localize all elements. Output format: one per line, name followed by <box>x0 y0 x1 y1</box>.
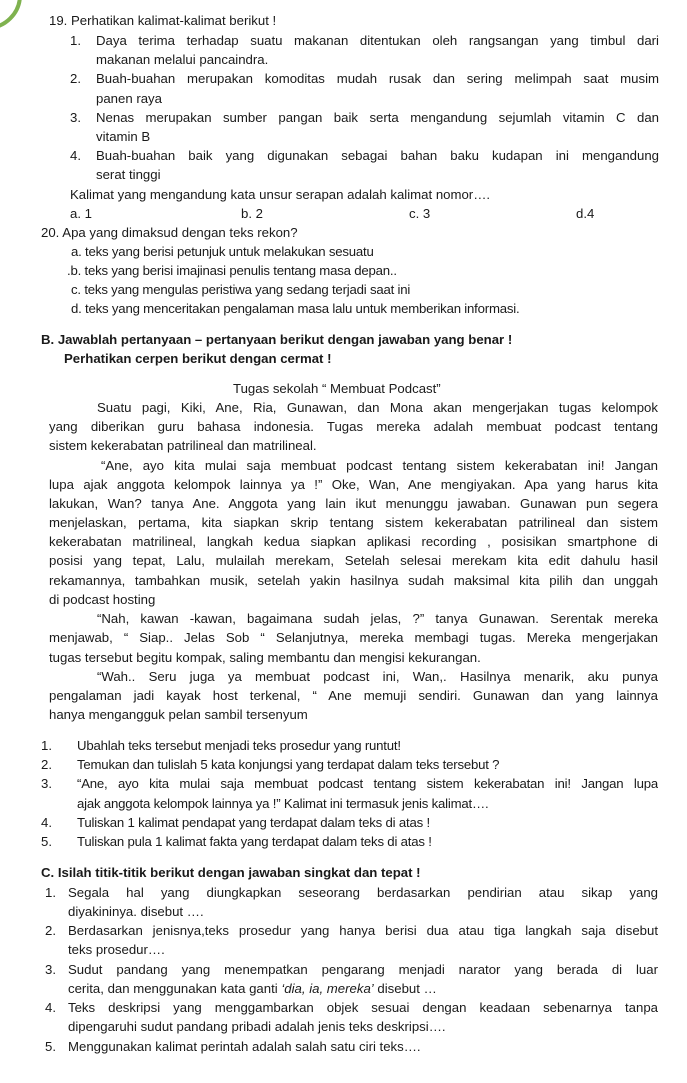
story-line: di podcast hosting <box>49 592 156 607</box>
q20-option-a: a. teks yang berisi petunjuk untuk melakukan sesuatu <box>71 244 374 259</box>
q19-item-line: Nenas merupakan sumber pangan baik serta mengandung sejumlah vitamin C dan <box>96 110 659 125</box>
corner-decoration <box>0 0 22 30</box>
q19-item-line: Buah-buahan merupakan komoditas mudah rusak dan sering melimpah saat musim <box>96 71 659 86</box>
c-item-num: 4. <box>45 1000 56 1015</box>
story-line: menjawab, “ Siap.. Jelas Sob “ Selanjutnya, mereka membagi tugas. Mereka mengerjakan <box>49 630 658 645</box>
b-question-text: ajak anggota kelompok lainnya ya !” Kalimat ini termasuk jenis kalimat…. <box>77 796 489 811</box>
story-line: kekerabatan matrilineal, langkah kedua siapkan aplikasi recording , posisikan smartphone di <box>49 534 658 549</box>
q19-item-line: Daya terima terhadap suatu makanan ditentukan oleh rangsangan yang timbul dari <box>96 33 659 48</box>
q19-item-line: makanan melalui pancaindra. <box>96 52 269 67</box>
b-question-text: Ubahlah teks tersebut menjadi teks prosedur yang runtut! <box>77 738 401 753</box>
story-line: “Ane, ayo kita mulai saja membuat podcast tentang sistem kekerabatan ini! Jangan <box>101 458 658 473</box>
c-item-line-part: cerita, dan menggunakan kata ganti <box>68 981 282 996</box>
q19-option-d: d.4 <box>576 206 595 221</box>
b-question-num: 1. <box>41 738 52 753</box>
c-item-num: 3. <box>45 962 56 977</box>
q19-option-a: a. 1 <box>70 206 92 221</box>
c-item-line: Berdasarkan jenisnya,teks prosedur yang hanya berisi dua atau tiga langkah saja disebut <box>68 923 658 938</box>
c-item-line-part: disebut … <box>373 981 437 996</box>
story-line: Suatu pagi, Kiki, Ane, Ria, Gunawan, dan Mona akan mengerjakan tugas kelompok <box>97 400 658 415</box>
story-line: sistem kekerabatan patrilineal dan matrilineal. <box>49 438 317 453</box>
q19-question: Kalimat yang mengandung kata unsur serapan adalah kalimat nomor…. <box>70 187 491 202</box>
q19-option-c: c. 3 <box>409 206 431 221</box>
story-line: rekamannya, tambahkan musik, setelah yakin hasilnya sudah maksimal kita pilih dan unggah <box>49 573 658 588</box>
story-line: “Wah.. Seru juga ya membuat podcast ini, Wan,. Hasilnya menarik, aku punya <box>97 669 658 684</box>
c-item-line: Segala hal yang diungkapkan seseorang berdasarkan pendirian atau sikap yang <box>68 885 658 900</box>
b-question-num: 3. <box>41 776 52 791</box>
story-line: lupa ajak anggota kelompok lainnya ya !” Oke, Wan, Ane mengiyakan. Apa yang harus kita <box>49 477 658 492</box>
c-item-num: 1. <box>45 885 56 900</box>
q19-title: 19. Perhatikan kalimat-kalimat berikut ! <box>49 13 277 28</box>
b-question-num: 2. <box>41 757 52 772</box>
story-line: lakukan, Wan? tanya Ane. Anggota yang lain ikut menunggu jawaban. Gunawan pun segera <box>49 496 658 511</box>
story-line: pengalaman jadi kayak host terkenal, “ Ane memuji sendiri. Gunawan dan yang lainnya <box>49 688 658 703</box>
b-question-num: 4. <box>41 815 52 830</box>
c-item-line: dipengaruhi sudut pandang pribadi adalah jenis teks deskripsi…. <box>68 1019 446 1034</box>
c-item-line: Teks deskripsi yang menggambarkan objek sesuai dengan keadaan sebenarnya tanpa <box>68 1000 658 1015</box>
q19-item-line: vitamin B <box>96 129 151 144</box>
story-line: hanya mengangguk pelan sambil tersenyum <box>49 707 308 722</box>
b-question-num: 5. <box>41 834 52 849</box>
c-item-line: teks prosedur…. <box>68 942 165 957</box>
story-line: “Nah, kawan -kawan, bagaimana sudah jelas, ?” tanya Gunawan. Serentak mereka <box>97 611 658 626</box>
q19-item-num: 4. <box>70 148 81 163</box>
c-item-num: 2. <box>45 923 56 938</box>
c-item-line: Menggunakan kalimat perintah adalah salah satu ciri teks…. <box>68 1039 421 1054</box>
b-question-text: “Ane, ayo kita mulai saja membuat podcast tentang sistem kekerabatan ini! Jangan lupa <box>77 776 658 791</box>
story-title: Tugas sekolah “ Membuat Podcast” <box>233 381 441 396</box>
c-item-line: diyakininya. disebut …. <box>68 904 204 919</box>
b-question-text: Tuliskan pula 1 kalimat fakta yang terdapat dalam teks di atas ! <box>77 834 432 849</box>
q19-item-num: 1. <box>70 33 81 48</box>
q19-item-line: serat tinggi <box>96 167 161 182</box>
q19-option-b: b. 2 <box>241 206 263 221</box>
section-c-heading: C. Isilah titik-titik berikut dengan jawaban singkat dan tepat ! <box>41 865 421 880</box>
c-item-num: 5. <box>45 1039 56 1054</box>
b-question-text: Temukan dan tulislah 5 kata konjungsi yang terdapat dalam teks tersebut ? <box>77 757 500 772</box>
q20-option-d: d. teks yang menceritakan pengalaman masa lalu untuk memberikan informasi. <box>71 301 520 316</box>
story-line: menjelaskan, pertama, kita siapkan skrip tentang sistem kekerabatan patrilineal dan sistem <box>49 515 658 530</box>
q20-option-b: .b. teks yang berisi imajinasi penulis tentang masa depan.. <box>67 263 397 278</box>
q20-option-c: c. teks yang mengulas peristiwa yang sedang terjadi saat ini <box>71 282 411 297</box>
story-line: posisi yang tepat, Lalu, mulailah merekam, Setelah selesai merekam kita edit dahulu hasil <box>49 553 658 568</box>
q19-item-line: panen raya <box>96 91 162 106</box>
b-question-text: Tuliskan 1 kalimat pendapat yang terdapat dalam teks di atas ! <box>77 815 430 830</box>
q19-item-line: Buah-buahan baik yang digunakan sebagai bahan baku kudapan ini mengandung <box>96 148 659 163</box>
q19-item-num: 3. <box>70 110 81 125</box>
section-b-subheading: Perhatikan cerpen berikut dengan cermat ! <box>64 351 332 366</box>
q20-title: 20. Apa yang dimaksud dengan teks rekon? <box>41 225 298 240</box>
c-item-line <box>68 980 437 997</box>
story-line: yang diberikan guru bahasa indonesia. Tugas mereka adalah membuat podcast tentang <box>49 419 658 434</box>
story-line: tugas tersebut begitu kompak, saling membantu dan mengisi kekurangan. <box>49 650 481 665</box>
section-b-heading: B. Jawablah pertanyaan – pertanyaan berikut dengan jawaban yang benar ! <box>41 332 513 347</box>
c-item-line: Sudut pandang yang menempatkan pengarang menjadi narator yang berada di luar <box>68 962 658 977</box>
c-item-line-italic: ‘dia, ia, mereka’ <box>281 981 374 996</box>
q19-item-num: 2. <box>70 71 81 86</box>
